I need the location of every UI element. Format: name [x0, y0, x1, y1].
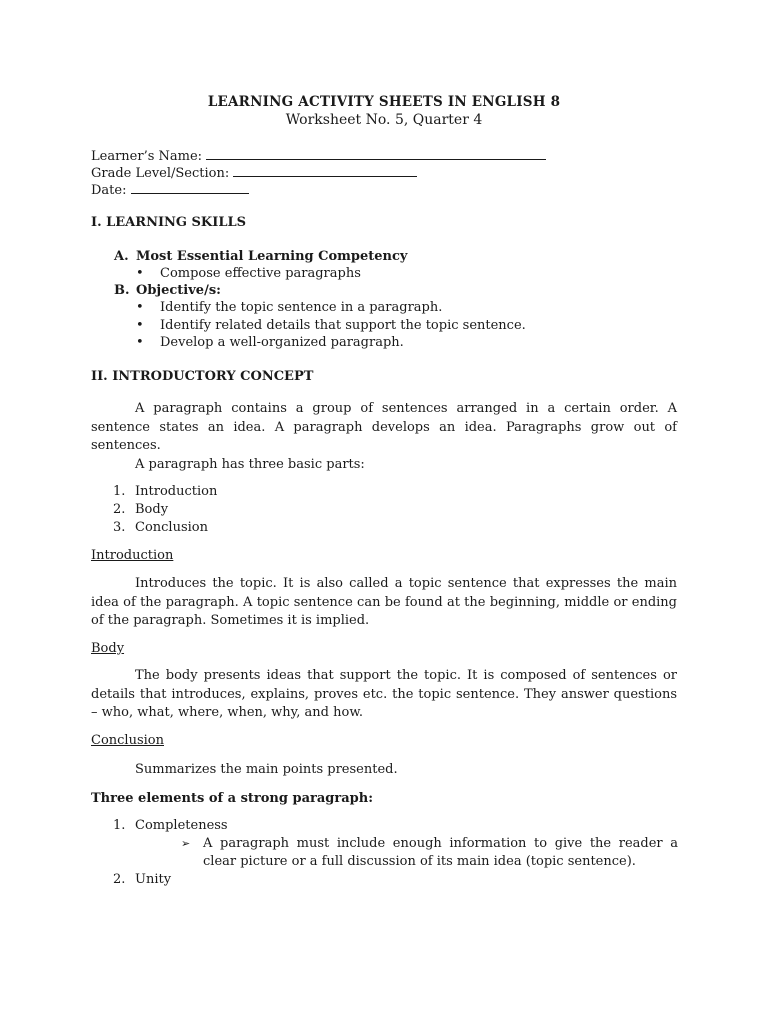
element-detail — [181, 835, 678, 871]
element-item — [113, 817, 228, 834]
competency-letter: A. — [114, 249, 129, 264]
date-label: Date: — [91, 183, 127, 198]
competency-bullet — [136, 265, 361, 282]
element-number: 1. — [113, 818, 126, 833]
learner-name-field — [91, 147, 546, 165]
section2-heading: II. INTRODUCTORY CONCEPT — [91, 369, 314, 384]
element-item — [113, 871, 171, 888]
intro-paragraph — [91, 400, 677, 456]
learner-name-label: Learner’s Name: — [91, 149, 203, 164]
date-blank — [131, 181, 249, 194]
part-label: Conclusion — [135, 520, 208, 535]
objective-bullet — [136, 299, 442, 316]
part-label: Body — [135, 502, 169, 517]
learner-name-blank — [206, 147, 546, 160]
part-item — [113, 519, 208, 536]
section1-heading: I. LEARNING SKILLS — [91, 215, 246, 230]
part-item — [113, 501, 168, 518]
intro-paragraph-text: A paragraph contains a group of sentences arranged in a certain order. A sentence states an idea. A paragraph develops an idea. Paragraphs grow out of sentences. — [91, 401, 677, 453]
body-text: The body presents ideas that support the topic. It is composed of sentences or details that introduces, explains, proves etc. the topic sentence. They answer questions – who, what, where, when, why, and how. — [91, 668, 677, 720]
conclusion-heading: Conclusion — [91, 733, 164, 748]
introduction-heading: Introduction — [91, 548, 174, 563]
element-detail-text: A paragraph must include enough information to give the reader a clear picture or a full discussion of its main idea (topic sentence). — [203, 836, 678, 869]
objective-bullet-text: Identify the topic sentence in a paragraph. — [160, 300, 443, 315]
elements-heading: Three elements of a strong paragraph: — [91, 791, 373, 806]
body-heading: Body — [91, 641, 125, 656]
objectives-heading-text: Objective/s: — [136, 283, 221, 298]
bullet-icon: • — [136, 335, 144, 350]
competency-bullet-text: Compose effective paragraphs — [160, 266, 361, 281]
grade-section-label: Grade Level/Section: — [91, 166, 230, 181]
competency-heading — [114, 248, 407, 265]
grade-section-blank — [233, 164, 417, 177]
worksheet-title: LEARNING ACTIVITY SHEETS IN ENGLISH 8 — [207, 94, 561, 110]
part-number: 1. — [113, 484, 126, 499]
part-number: 2. — [113, 502, 126, 517]
objectives-letter: B. — [114, 283, 130, 298]
conclusion-text: Summarizes the main points presented. — [135, 762, 398, 777]
bullet-icon: • — [136, 300, 144, 315]
worksheet-subtitle: Worksheet No. 5, Quarter 4 — [285, 112, 483, 128]
parts-lead: A paragraph has three basic parts: — [135, 457, 365, 472]
objective-bullet-text: Identify related details that support the topic sentence. — [160, 318, 526, 333]
bullet-icon: • — [136, 266, 144, 281]
part-label: Introduction — [135, 484, 218, 499]
competency-heading-text: Most Essential Learning Competency — [136, 249, 408, 264]
objective-bullet — [136, 317, 526, 334]
date-field — [91, 181, 249, 199]
element-label: Completeness — [135, 818, 228, 833]
introduction-text: Introduces the topic. It is also called a topic sentence that expresses the main idea of the paragraph. A topic sentence can be found at the beginning, middle or ending of the paragraph. Sometimes it is implied. — [91, 576, 677, 628]
grade-section-field — [91, 164, 417, 182]
objectives-heading — [114, 282, 221, 299]
element-number: 2. — [113, 872, 126, 887]
introduction-paragraph — [91, 575, 677, 631]
arrow-bullet-icon: ➢ — [181, 837, 191, 850]
objective-bullet-text: Develop a well-organized paragraph. — [160, 335, 404, 350]
bullet-icon: • — [136, 318, 144, 333]
part-item — [113, 483, 217, 500]
objective-bullet — [136, 334, 404, 351]
part-number: 3. — [113, 520, 126, 535]
element-label: Unity — [135, 872, 172, 887]
body-paragraph — [91, 667, 677, 723]
